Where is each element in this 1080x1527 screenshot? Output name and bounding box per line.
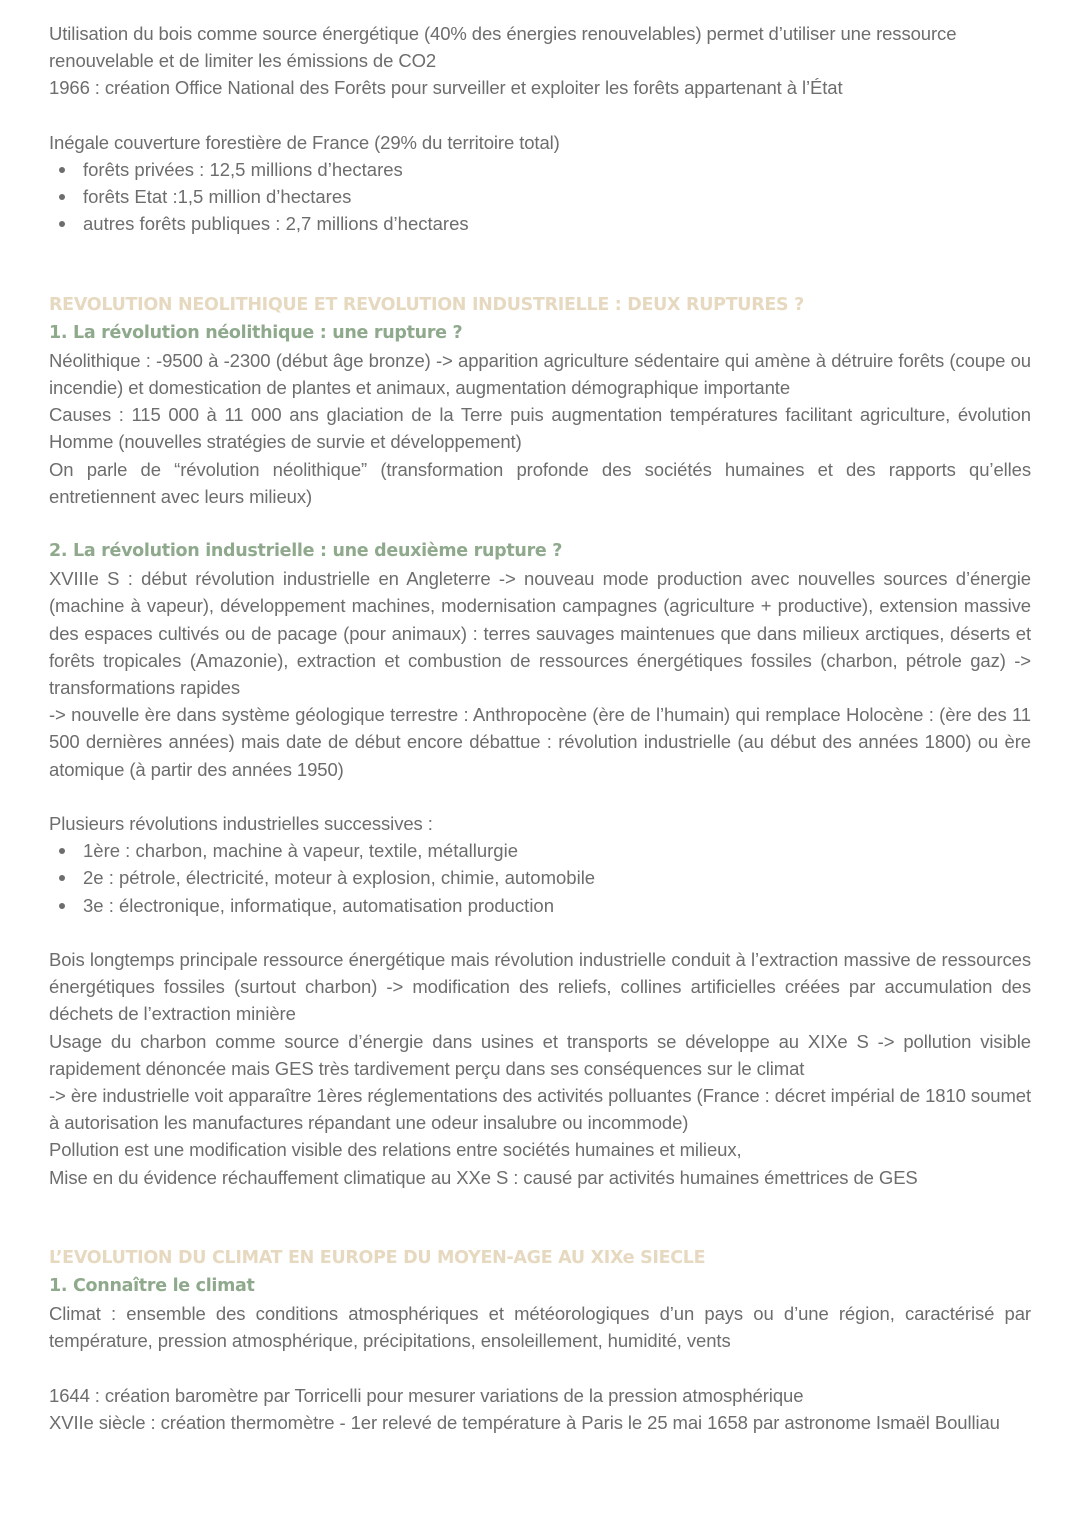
paragraph-successive-revolutions: Plusieurs révolutions industrielles successives :	[49, 813, 433, 835]
paragraph-pollution: Pollution est une modification visible des relations entre sociétés humaines et milieux,	[49, 1139, 742, 1161]
spacer	[49, 238, 1031, 292]
paragraph-wood-coal: Bois longtemps principale ressource énergétique mais révolution industrielle conduit à l’extraction massive de ressources énergétiques fossiles (surtout charbon) -> modification des reliefs, collines artificielles créées par accumulation des déchets de l’extraction minière	[49, 949, 1031, 1025]
bullet-icon	[59, 194, 65, 200]
paragraph-anthropocene: -> nouvelle ère dans système géologique terrestre : Anthropocène (ère de l’humain) qui remplace Holocène : (ère des 11 500 dernières années) mais date de début encore débattue : révolution industrielle (au début des années 1800) ou ère atomique (à partir des années 1950)	[49, 704, 1031, 780]
paragraph-wood-energy: Utilisation du bois comme source énergétique (40% des énergies renouvelables) permet d’utiliser une ressource renouvelable et de limiter les émissions de CO2	[49, 23, 957, 72]
industrial-revolutions-list	[49, 837, 1031, 919]
section-heading-climate: L’EVOLUTION DU CLIMAT EN EUROPE DU MOYEN-AGE AU XIXe SIECLE	[49, 1247, 706, 1268]
document-page	[49, 20, 1031, 1436]
paragraph-industrial-start: XVIIIe S : début révolution industrielle en Angleterre -> nouveau mode production avec nouvelles sources d’énergie (machine à vapeur), développement machines, modernisation campagnes (agriculture + productive), extension massive des espaces cultivés ou de pacage (pour animaux) : terres sauvages maintenues que dans milieux arctiques, déserts et forêts tropicales (Amazonie), extraction et combustion de ressources énergétiques fossiles (charbon, pétrole gaz) -> transformations rapides	[49, 568, 1031, 699]
subsection-heading-industrial: 2. La révolution industrielle : une deuxième rupture ?	[49, 541, 563, 562]
bullet-icon	[59, 875, 65, 881]
bullet-icon	[59, 903, 65, 909]
spacer	[49, 783, 1031, 810]
paragraph-neolithic-dates: Néolithique : -9500 à -2300 (début âge bronze) -> apparition agriculture sédentaire qui amène à détruire forêts (coupe ou incendie) et domestication de plantes et animaux, augmentation démographique importante	[49, 349, 1031, 399]
spacer	[49, 1354, 1031, 1381]
paragraph-barometer: 1644 : création baromètre par Torricelli pour mesurer variations de la pression atmosphérique	[49, 1384, 804, 1406]
spacer	[49, 919, 1031, 946]
paragraph-warming: Mise en du évidence réchauffement climatique au XXe S : causé par activités humaines émettrices de GES	[49, 1166, 918, 1188]
list-item: autres forêts publiques : 2,7 millions d’hectares	[49, 210, 1031, 237]
paragraph-coal-usage: Usage du charbon comme source d’énergie dans usines et transports se développe au XIXe S -> pollution visible rapidement dénoncée mais GES très tardivement perçu dans ses conséquences sur le climat	[49, 1030, 1031, 1079]
list-item: 3e : électronique, informatique, automatisation production	[49, 892, 1031, 919]
list-item: forêts Etat :1,5 million d’hectares	[49, 183, 1031, 210]
spacer	[49, 1191, 1031, 1245]
paragraph-regulations: -> ère industrielle voit apparaître 1ères réglementations des activités polluantes (France : décret impérial de 1810 soumet à autorisation les manufactures répandant une odeur insalubre ou incommode)	[49, 1085, 1031, 1134]
paragraph-neolithic-causes: Causes : 115 000 à 11 000 ans glaciation de la Terre puis augmentation températures facilitant agriculture, évolution Homme (nouvelles stratégies de survie et développement)	[49, 404, 1031, 453]
list-item: forêts privées : 12,5 millions d’hectares	[49, 156, 1031, 183]
bullet-icon	[59, 167, 65, 173]
spacer	[49, 102, 1031, 129]
bullet-icon	[59, 848, 65, 854]
paragraph-thermometer: XVIIe siècle : création thermomètre - 1er relevé de température à Paris le 25 mai 1658 par astronome Ismaël Boulliau	[49, 1411, 1000, 1433]
paragraph-forest-coverage: Inégale couverture forestière de France (29% du territoire total)	[49, 131, 560, 153]
list-item: 2e : pétrole, électricité, moteur à explosion, chimie, automobile	[49, 864, 1031, 891]
paragraph-climate-definition: Climat : ensemble des conditions atmosphériques et météorologiques d’un pays ou d’une région, caractérisé par température, pression atmosphérique, précipitations, ensoleillement, humidité, vents	[49, 1303, 1031, 1352]
paragraph-neolithic-revolution: On parle de “révolution néolithique” (transformation profonde des sociétés humaines et des rapports qu’elles entretiennent avec leurs milieux)	[49, 458, 1031, 507]
spacer	[49, 510, 1031, 537]
bullet-icon	[59, 221, 65, 227]
forest-coverage-list	[49, 156, 1031, 238]
section-heading-revolutions: REVOLUTION NEOLITHIQUE ET REVOLUTION INDUSTRIELLE : DEUX RUPTURES ?	[49, 294, 804, 315]
list-item: 1ère : charbon, machine à vapeur, textile, métallurgie	[49, 837, 1031, 864]
subsection-heading-neolithic: 1. La révolution néolithique : une rupture ?	[49, 322, 463, 343]
paragraph-onf-1966: 1966 : création Office National des Forêts pour surveiller et exploiter les forêts appartenant à l’État	[49, 77, 843, 99]
subsection-heading-know-climate: 1. Connaître le climat	[49, 1276, 255, 1297]
